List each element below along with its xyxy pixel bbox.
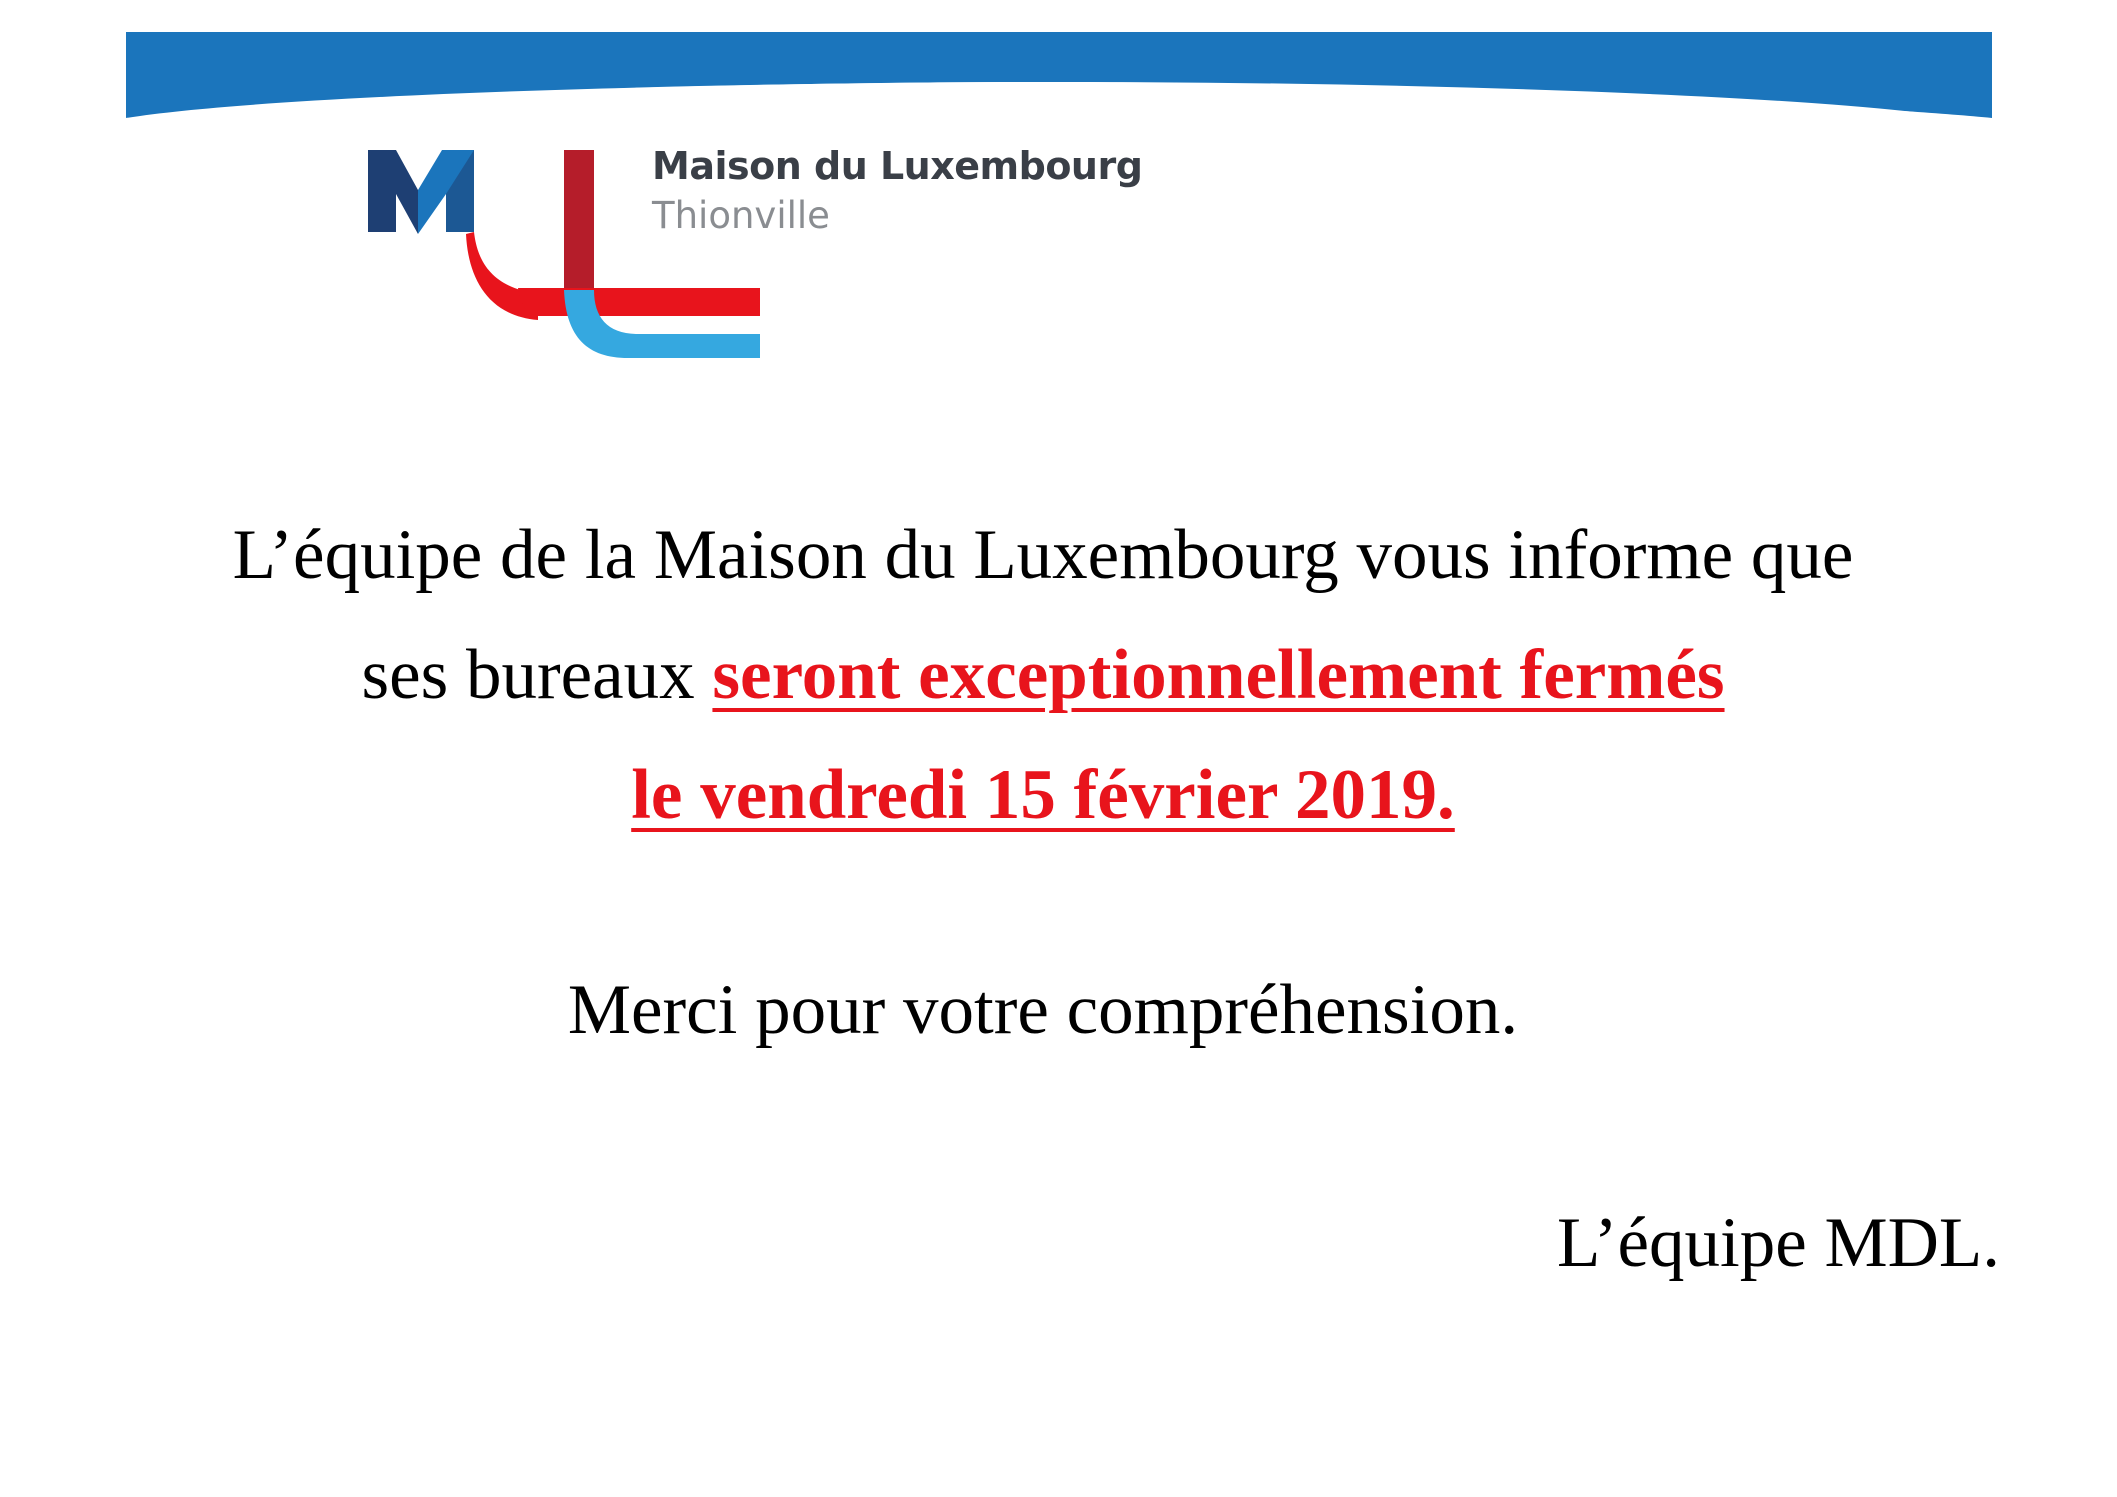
closure-notice	[130, 495, 1956, 855]
notice-line-2	[130, 615, 1956, 735]
logo-text	[652, 142, 1142, 242]
top-banner	[126, 32, 1992, 118]
closure-date: le vendredi 15 février 2019.	[631, 756, 1455, 834]
signature: L’équipe MDL.	[1556, 1204, 2000, 1282]
closure-highlight: seront exceptionnellement fermés	[712, 636, 1725, 714]
thanks-message: Merci pour votre compréhension.	[567, 971, 1519, 1049]
notice-line-2-prefix: ses bureaux	[361, 636, 713, 714]
logo-city: Thionville	[652, 194, 830, 237]
notice-line-3	[130, 735, 1956, 855]
notice-line-1: L’équipe de la Maison du Luxembourg vous informe que	[232, 516, 1854, 594]
logo-name: Maison du Luxembourg	[652, 144, 1143, 188]
top-banner-shape	[126, 32, 1992, 118]
